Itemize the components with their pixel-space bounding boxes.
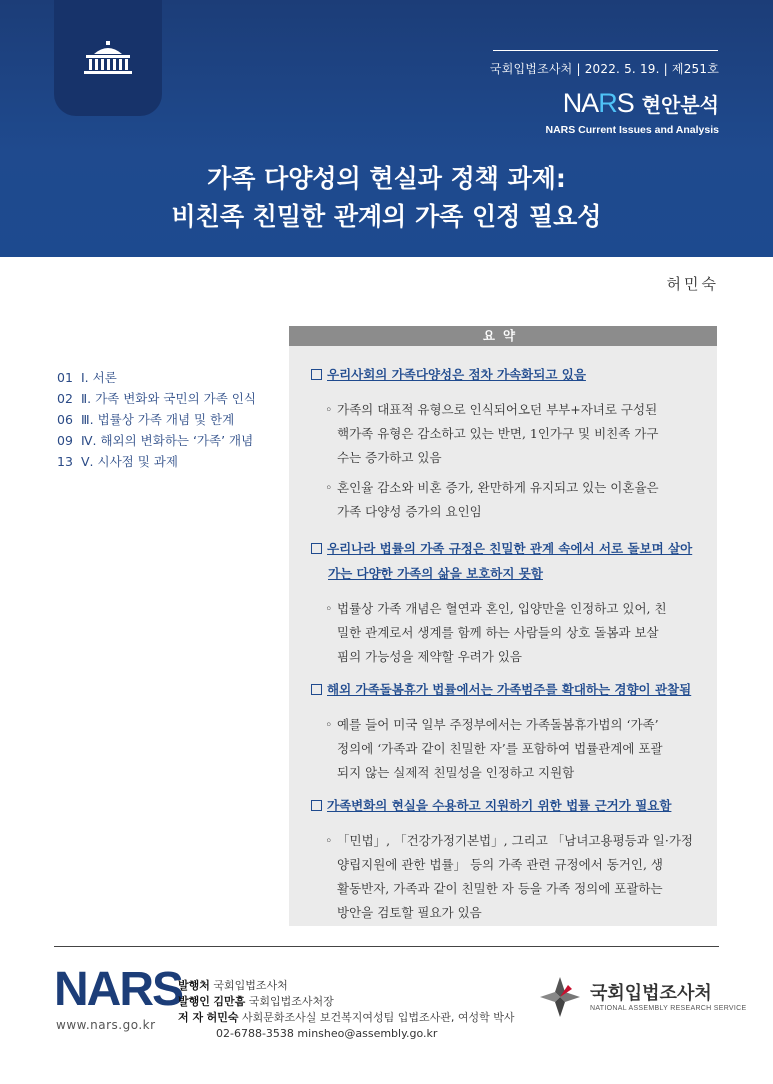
- section-title-text: 가족변화의 현실을 수용하고 지원하기 위한 법률 근거가 필요함: [327, 798, 672, 813]
- brand-part-s: S: [616, 88, 634, 118]
- summary-bullet: [325, 398, 697, 470]
- summary-section-title: [311, 362, 586, 387]
- meta-label: 저 자: [178, 1011, 204, 1024]
- footer-divider: [54, 946, 719, 947]
- header-divider: [493, 50, 718, 51]
- nars-wordmark: [563, 88, 634, 119]
- toc-page: 09: [57, 433, 73, 448]
- checkbox-square-icon: [311, 800, 322, 811]
- org-name-kr: 국회입법조사처: [590, 982, 712, 1004]
- bullet-line: 「민법」, 「건강가정기본법」, 그리고 「남녀고용평등과 일·가정: [337, 833, 693, 848]
- bullet-dot-icon: ◦: [325, 480, 333, 495]
- toc-item[interactable]: [57, 388, 256, 409]
- website-link[interactable]: www.nars.go.kr: [56, 1018, 156, 1032]
- summary-section-title: [311, 793, 671, 818]
- meta-value: 김만흠: [213, 995, 246, 1008]
- section-title-text: 해외 가족돌봄휴가 법률에서는 가족범주를 확대하는 경향이 관찰됨: [327, 682, 692, 697]
- series-subtitle: NARS Current Issues and Analysis: [545, 124, 719, 136]
- bullet-line: 정의에 ‘가족과 같이 친밀한 자’를 포함하여 법률관계에 포괄: [337, 741, 663, 756]
- publication-details: [178, 978, 515, 1042]
- toc-page: 02: [57, 391, 73, 406]
- header-banner: [0, 0, 773, 257]
- summary-box: [289, 326, 717, 926]
- checkbox-square-icon: [311, 543, 322, 554]
- section-title-text: 가는 다양한 가족의 삶을 보호하지 못함: [328, 566, 543, 581]
- checkbox-square-icon: [311, 684, 322, 695]
- meta-label: 발행처: [178, 979, 210, 992]
- bullet-line: 수는 증가하고 있음: [337, 450, 442, 465]
- nars-emblem-icon: [538, 975, 582, 1019]
- bullet-dot-icon: ◦: [325, 601, 333, 616]
- assembly-building-icon: [80, 40, 136, 76]
- bullet-line: 되지 않는 실제적 친밀성을 인정하고 지원함: [337, 765, 575, 780]
- series-label: 현안분석: [641, 93, 719, 117]
- bullet-line: 활동반자, 가족과 같이 친밀한 자 등을 가족 정의에 포괄하는: [337, 881, 663, 896]
- org-name-en: NATIONAL ASSEMBLY RESEARCH SERVICE: [590, 1004, 747, 1012]
- meta-label: 발행인: [178, 995, 210, 1008]
- toc-label: Ⅴ. 시사점 및 과제: [81, 454, 178, 469]
- toc-item[interactable]: [57, 367, 256, 388]
- toc-label: Ⅲ. 법률상 가족 개념 및 한계: [81, 412, 235, 427]
- assembly-logo: [54, 0, 162, 116]
- summary-section-title: [311, 677, 691, 702]
- bullet-line: 혼인율 감소와 비혼 증가, 완만하게 유지되고 있는 이혼율은: [337, 480, 659, 495]
- checkbox-square-icon: [311, 369, 322, 380]
- report-title-line1: 가족 다양성의 현실과 정책 과제:: [207, 164, 566, 193]
- toc-label: Ⅳ. 해외의 변화하는 ‘가족’ 개념: [81, 433, 254, 448]
- toc-page: 01: [57, 370, 73, 385]
- author-name: 허민숙: [666, 275, 719, 293]
- summary-bullet: [325, 597, 697, 669]
- summary-heading: 요약: [289, 326, 717, 346]
- summary-section-title: [311, 536, 692, 586]
- bullet-dot-icon: ◦: [325, 717, 333, 732]
- bullet-line: 가족의 대표적 유형으로 인식되어오던 부부+자녀로 구성된: [337, 402, 658, 417]
- nars-brand: [563, 88, 719, 119]
- summary-bullet: [325, 829, 697, 925]
- meta-value: 사회문화조사실 보건복지여성팀 입법조사관, 여성학 박사: [241, 1011, 515, 1024]
- toc-item[interactable]: [57, 451, 256, 472]
- brand-part-na: NA: [562, 88, 599, 118]
- footer-nars-wordmark: NARS: [54, 963, 183, 1016]
- table-of-contents: [57, 367, 256, 472]
- bullet-line: 핌의 가능성을 제약할 우려가 있음: [337, 649, 522, 664]
- contact-info: 02-6788-3538 minsheo@assembly.go.kr: [216, 1027, 438, 1040]
- org-logo: [538, 975, 746, 1019]
- toc-page: 06: [57, 412, 73, 427]
- bullet-line: 가족 다양성 증가의 요인임: [337, 504, 482, 519]
- summary-bullet: [325, 713, 697, 785]
- bullet-dot-icon: ◦: [325, 402, 333, 417]
- report-title-line2: 비친족 친밀한 관계의 가족 인정 필요성: [171, 202, 602, 231]
- bullet-line: 예를 들어 미국 일부 주정부에서는 가족돌봄휴가법의 ‘가족’: [337, 717, 659, 732]
- bullet-line: 방안을 검토할 필요가 있음: [337, 905, 482, 920]
- bullet-line: 핵가족 유형은 감소하고 있는 반면, 1인가구 및 비친족 가구: [337, 426, 659, 441]
- toc-label: Ⅱ. 가족 변화와 국민의 가족 인식: [81, 391, 256, 406]
- meta-value: 허민숙: [206, 1011, 239, 1024]
- bullet-line: 밀한 관계로서 생계를 함께 하는 사람들의 상호 돌봄과 보살: [337, 625, 659, 640]
- bullet-line: 양립지원에 관한 법률」 등의 가족 관련 규정에서 동거인, 생: [337, 857, 663, 872]
- summary-bullet: [325, 476, 697, 524]
- brand-part-r: R: [598, 88, 617, 118]
- publication-info: 국회입법조사처 | 2022. 5. 19. | 제251호: [489, 62, 719, 76]
- section-title-text: 우리사회의 가족다양성은 점차 가속화되고 있음: [327, 367, 586, 382]
- toc-item[interactable]: [57, 409, 256, 430]
- meta-value: 국회입법조사처: [213, 979, 288, 992]
- toc-label: Ⅰ. 서론: [81, 370, 117, 385]
- footer-logo: [54, 963, 183, 1016]
- bullet-dot-icon: ◦: [325, 833, 333, 848]
- toc-item[interactable]: [57, 430, 256, 451]
- section-title-text: 우리나라 법률의 가족 규정은 친밀한 관계 속에서 서로 돌보며 살아: [327, 541, 693, 556]
- bullet-line: 법률상 가족 개념은 혈연과 혼인, 입양만을 인정하고 있어, 친: [337, 601, 667, 616]
- toc-page: 13: [57, 454, 73, 469]
- meta-value: 국회입법조사처장: [248, 995, 334, 1008]
